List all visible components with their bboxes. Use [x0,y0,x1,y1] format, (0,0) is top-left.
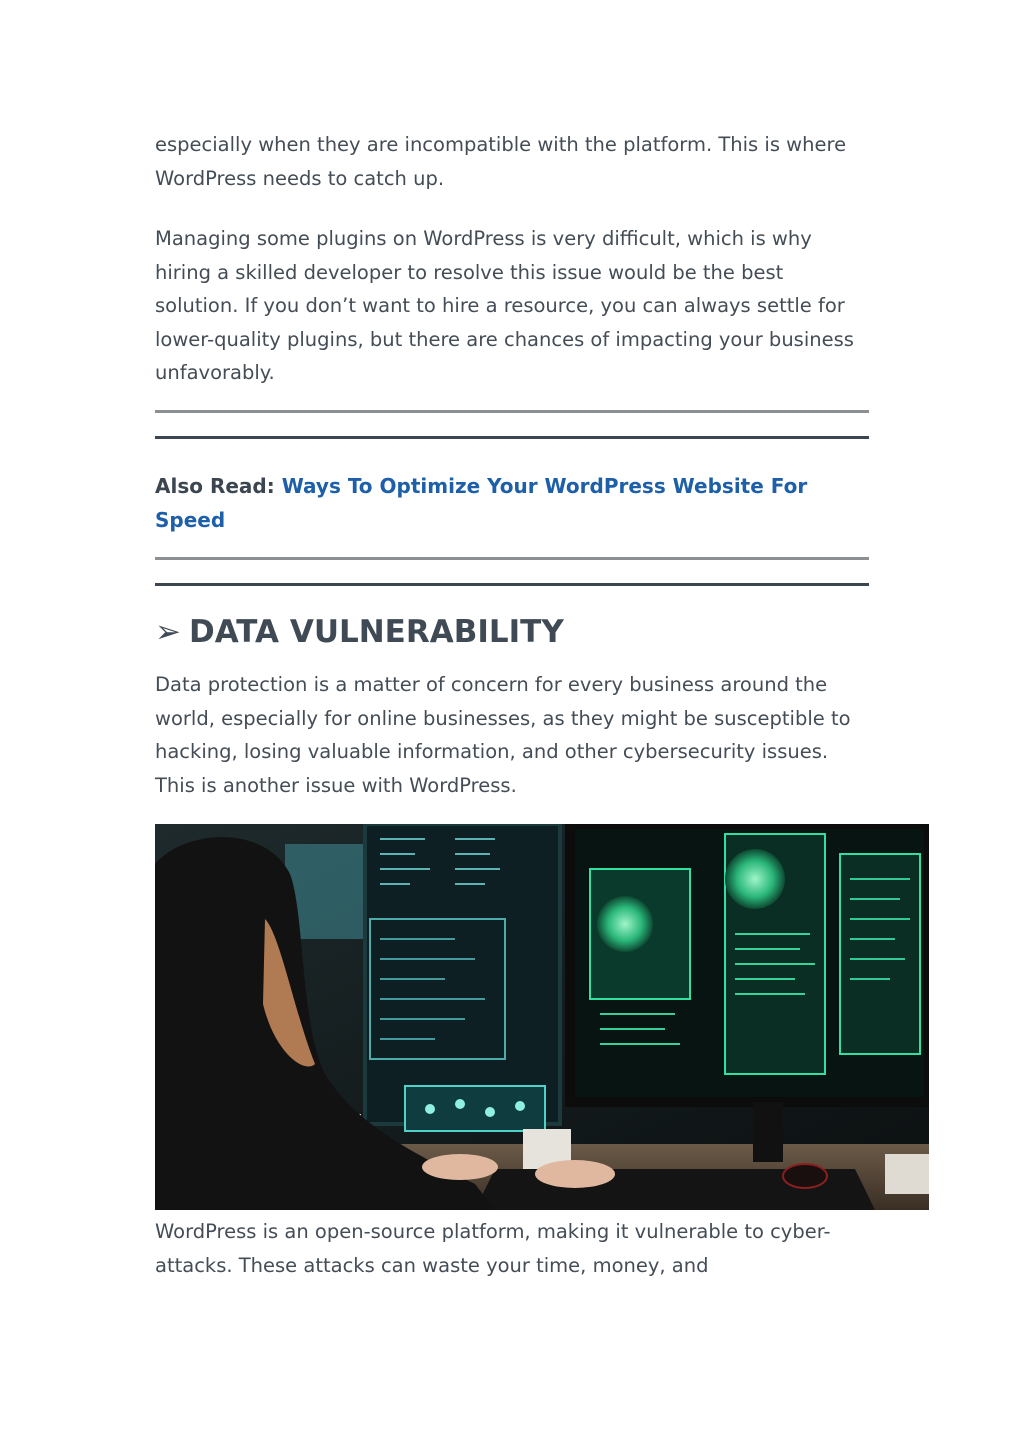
divider-bottom-light [155,557,869,560]
divider-top-light [155,410,869,413]
section-heading [155,612,869,652]
arrow-bullet-icon: ➢ [155,614,181,650]
also-read-link[interactable]: Ways To Optimize Your WordPress Website For Speed [155,474,808,532]
also-read-label: Also Read: [155,474,275,498]
paragraph-open-source: WordPress is an open-source platform, making it vulnerable to cyber-attacks. These attacks can waste your time, money, and [155,1220,831,1277]
hacker-photo [155,824,929,1210]
paragraph-data-protection: Data protection is a matter of concern for every business around the world, especially for online businesses, as they might be susceptible to hacking, losing valuable information, and other cybersecurity issues. This is another issue with WordPress. [155,673,851,797]
divider-bottom-dark [155,583,869,586]
also-read-block [155,470,869,537]
paragraph-plugins-intro: especially when they are incompatible with the platform. This is where WordPress needs to catch up. [155,133,847,190]
paragraph-managing-plugins: Managing some plugins on WordPress is very difficult, which is why hiring a skilled developer to resolve this issue would be the best solution. If you don’t want to hire a resource, you can always settle for lower-quality plugins, but there are chances of impacting your business unfavorably. [155,227,854,384]
divider-top-dark [155,436,869,439]
section-title: DATA VULNERABILITY [188,614,564,650]
